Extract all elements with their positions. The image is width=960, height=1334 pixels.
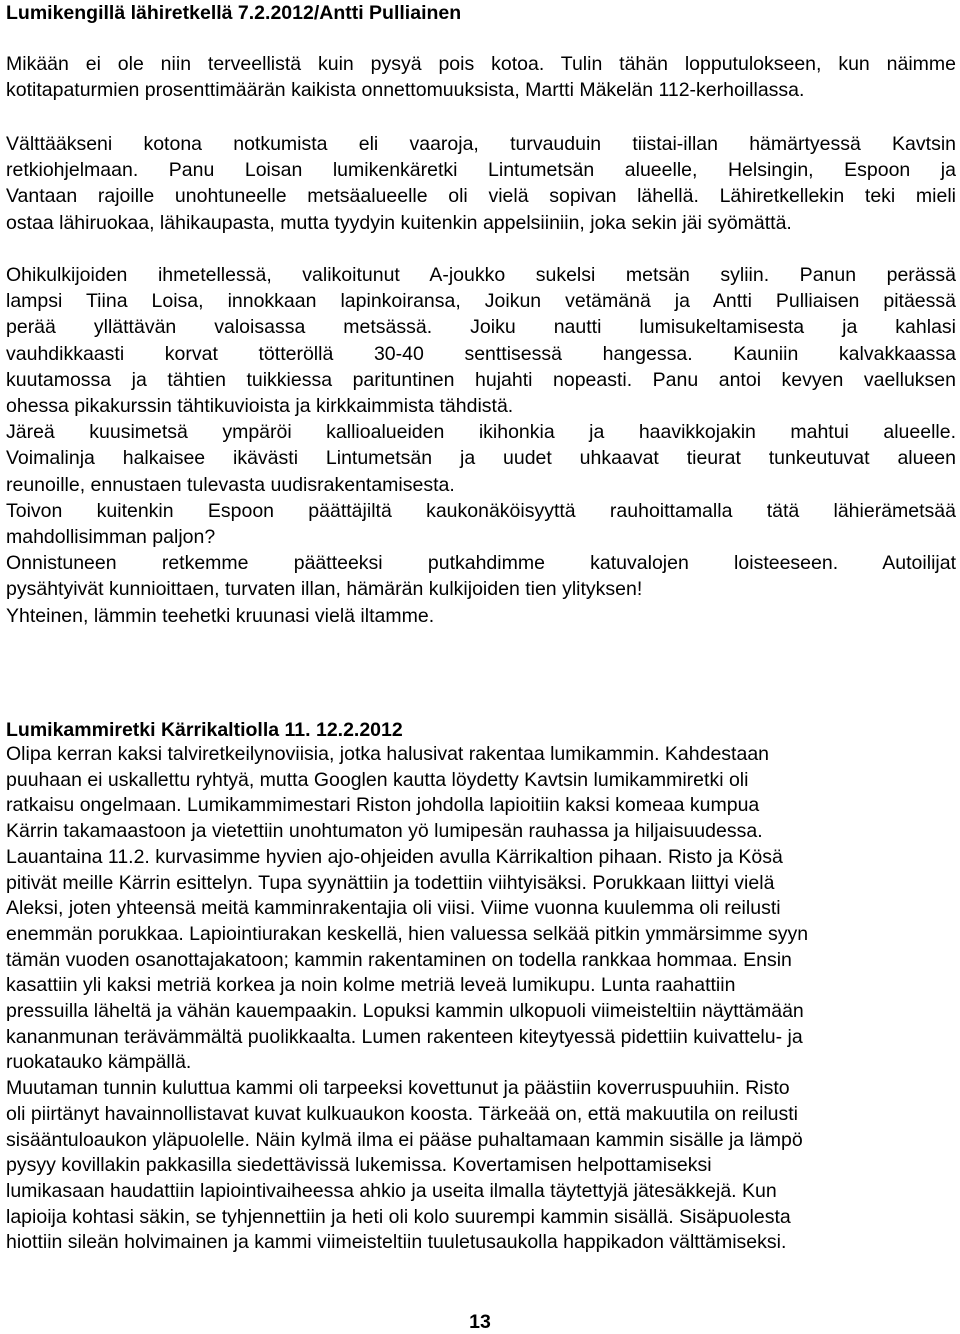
article-body-paragraph-3 <box>6 262 956 629</box>
text-line: Aleksi, joten yhteensä meitä kamminrakentajia oli viisi. Viime vuonna kuulemma oli reilusti <box>6 897 781 920</box>
text-line: Ohikulkijoiden ihmetellessä, valikoitunut A-joukko sukelsi metsän syliin. Panun perässä <box>6 264 956 286</box>
text-line: lumikasaan haudattiin lapiointivaiheessa ahkio ja useita ilmalla täytettyjä jätesäkkejä. Kun <box>6 1179 777 1202</box>
text-line: Mikään ei ole niin terveellistä kuin pysyä pois kotoa. Tulin tähän lopputulokseen, kun näimme <box>6 53 956 75</box>
text-line: Onnistuneen retkemme päätteeksi putkahdimme katuvalojen loisteeseen. Autoilijat <box>6 552 956 575</box>
text-line: ratkaisu ongelmaan. Lumikammimestari Riston johdolla lapioitiin kaksi komeaa kumpua <box>6 794 760 817</box>
page-number: 13 <box>469 1311 491 1333</box>
text-line: kasattiin yli kaksi metriä korkea ja noin kolme metriä leveä lumikupu. Lunta raahattiin <box>6 974 736 997</box>
text-line: Välttääkseni kotona notkumista eli vaaroja, turvauduin tiistai-illan hämärtyessä Kavtsin <box>6 133 956 155</box>
text-line: pitivät meille Kärrin esittelyn. Tupa syynättiin ja todettiin viihtyisäksi. Porukkaan liittyi vielä <box>6 871 775 894</box>
text-line: pysähtyivät kunnioittaen, turvaten illan, hämärän kulkijoiden tien ylityksen! <box>6 578 643 601</box>
text-line: Voimalinja halkaisee ikävästi Lintumetsän ja uudet uhkaavat tieurat tunkeutuvat alueen <box>6 447 956 470</box>
text-line: pressuilla läheltä ja vähän kauempaakin. Lopuksi kammin ulkopuoli viimeisteltiin näyttämään <box>6 1000 804 1023</box>
article-lumikengilla <box>6 1 956 25</box>
article-lumikammiretki <box>6 718 956 742</box>
text-line: Kärrin takamaastoon ja vietettiin unohtumaton yö lumipesän rauhassa ja hiljaisuudessa. <box>6 820 763 843</box>
text-line: perää yllättävän valoisassa metsässä. Joiku nautti lumisukeltamisesta ja kahlasi <box>6 316 956 339</box>
text-line: ruokatauko kämpällä. <box>6 1051 192 1074</box>
text-line: Muutaman tunnin kuluttua kammi oli tarpeeksi kovettunut ja päästiin koverruspuuhiin. Risto <box>6 1077 790 1100</box>
text-line: Järeä kuusimetsä ympäröi kallioalueiden ikihonkia ja haavikkojakin mahtui alueelle. <box>6 421 956 444</box>
text-line: puuhaan ei uskallettu ryhtyä, mutta Googlen kautta löydetty Kavtsin lumikammiretki oli <box>6 768 749 791</box>
text-line: tämän vuoden osanottajakatoon; kammin rakentaminen on todella rankkaa hommaa. Ensin <box>6 948 792 971</box>
text-line: lampsi Tiina Loisa, innokkaan lapinkoiransa, Joikun vetämänä ja Antti Pulliaisen pitäessä <box>6 290 956 313</box>
text-line: retkiohjelmaan. Panu Loisan lumikenkäretki Lintumetsän alueelle, Helsingin, Espoon ja <box>6 159 956 182</box>
text-line: Lauantaina 11.2. kurvasimme hyvien ajo-ohjeiden avulla Kärrikaltion pihaan. Risto ja Kösä <box>6 845 783 868</box>
text-line: sisääntuloaukon yläpuolelle. Näin kylmä ilma ei pääse puhaltamaan kammin sisälle ja lämpö <box>6 1128 803 1151</box>
text-line: reunoille, ennustaen tulevasta uudisrakentamisesta. <box>6 473 455 496</box>
text-line: mahdollisimman paljon? <box>6 526 216 549</box>
text-line: Toivon kuitenkin Espoon päättäjiltä kaukonäköisyyttä rauhoittamalla tätä lähierämetsää <box>6 499 956 522</box>
text-line: kotitapaturmien prosenttimäärän kaikista onnettomuuksista, Martti Mäkelän 112-kerhoillassa. <box>6 79 805 102</box>
article-body-paragraph-1 <box>6 51 956 103</box>
text-line: ostaa lähiruokaa, lähikaupasta, mutta tyydyin kuitenkin appelsiiniin, joka sekin jäi syömättä. <box>6 211 792 234</box>
text-line: kuutamossa ja tähtien tuikkiessa parituntinen hujahti nopeasti. Panu antoi kevyen vaelluksen <box>6 368 956 391</box>
text-line: ohessa pikakurssin tähtikuvioista ja kirkkaimmista tähdistä. <box>6 395 514 418</box>
text-line: Vantaan rajoille unohtuneelle metsäalueelle oli vielä sopivan lähellä. Lähiretkellekin teki mieli <box>6 185 956 208</box>
article-body-paragraph-2 <box>6 131 956 236</box>
text-line: vauhdikkaasti korvat tötteröllä 30-40 senttisessä hangessa. Kauniin kalvakkaassa <box>6 342 956 365</box>
article-body <box>6 742 956 1256</box>
text-line: oli piirtänyt havainnollistavat kuvat kulkuaukon koosta. Tärkeää on, että makuutila on reilusti <box>6 1102 798 1125</box>
text-line: enemmän porukkaa. Lapiointiurakan keskellä, hien valuessa selkää pitkin ymmärsimme syyn <box>6 922 809 945</box>
article-title: Lumikammiretki Kärrikaltiolla 11. 12.2.2012 <box>6 719 403 741</box>
text-line: Yhteinen, lämmin teehetki kruunasi vielä iltamme. <box>6 604 435 627</box>
text-line: kananmunan terävämmältä puolikkaalta. Lumen rakenteen kiteytyessä pidettiin kuivattelu- ja <box>6 1025 803 1048</box>
text-line: pysyy kovillakin pakkasilla siedettävissä lukemissa. Kovertamisen helpottamiseksi <box>6 1154 712 1177</box>
text-line: hiottiin sileän holvimainen ja kammi viimeisteltiin tuuletusaukolla happikadon välttämiseksi. <box>6 1231 787 1254</box>
text-line: lapioija kohtasi säkin, se tyhjennettiin ja heti oli kolo suurempi kammin sisällä. Sisäpuolesta <box>6 1205 791 1228</box>
text-line: Olipa kerran kaksi talviretkeilynoviisia, jotka halusivat rakentaa lumikammin. Kahdestaan <box>6 743 770 765</box>
article-title: Lumikengillä lähiretkellä 7.2.2012/Antti Pulliainen <box>6 2 462 24</box>
